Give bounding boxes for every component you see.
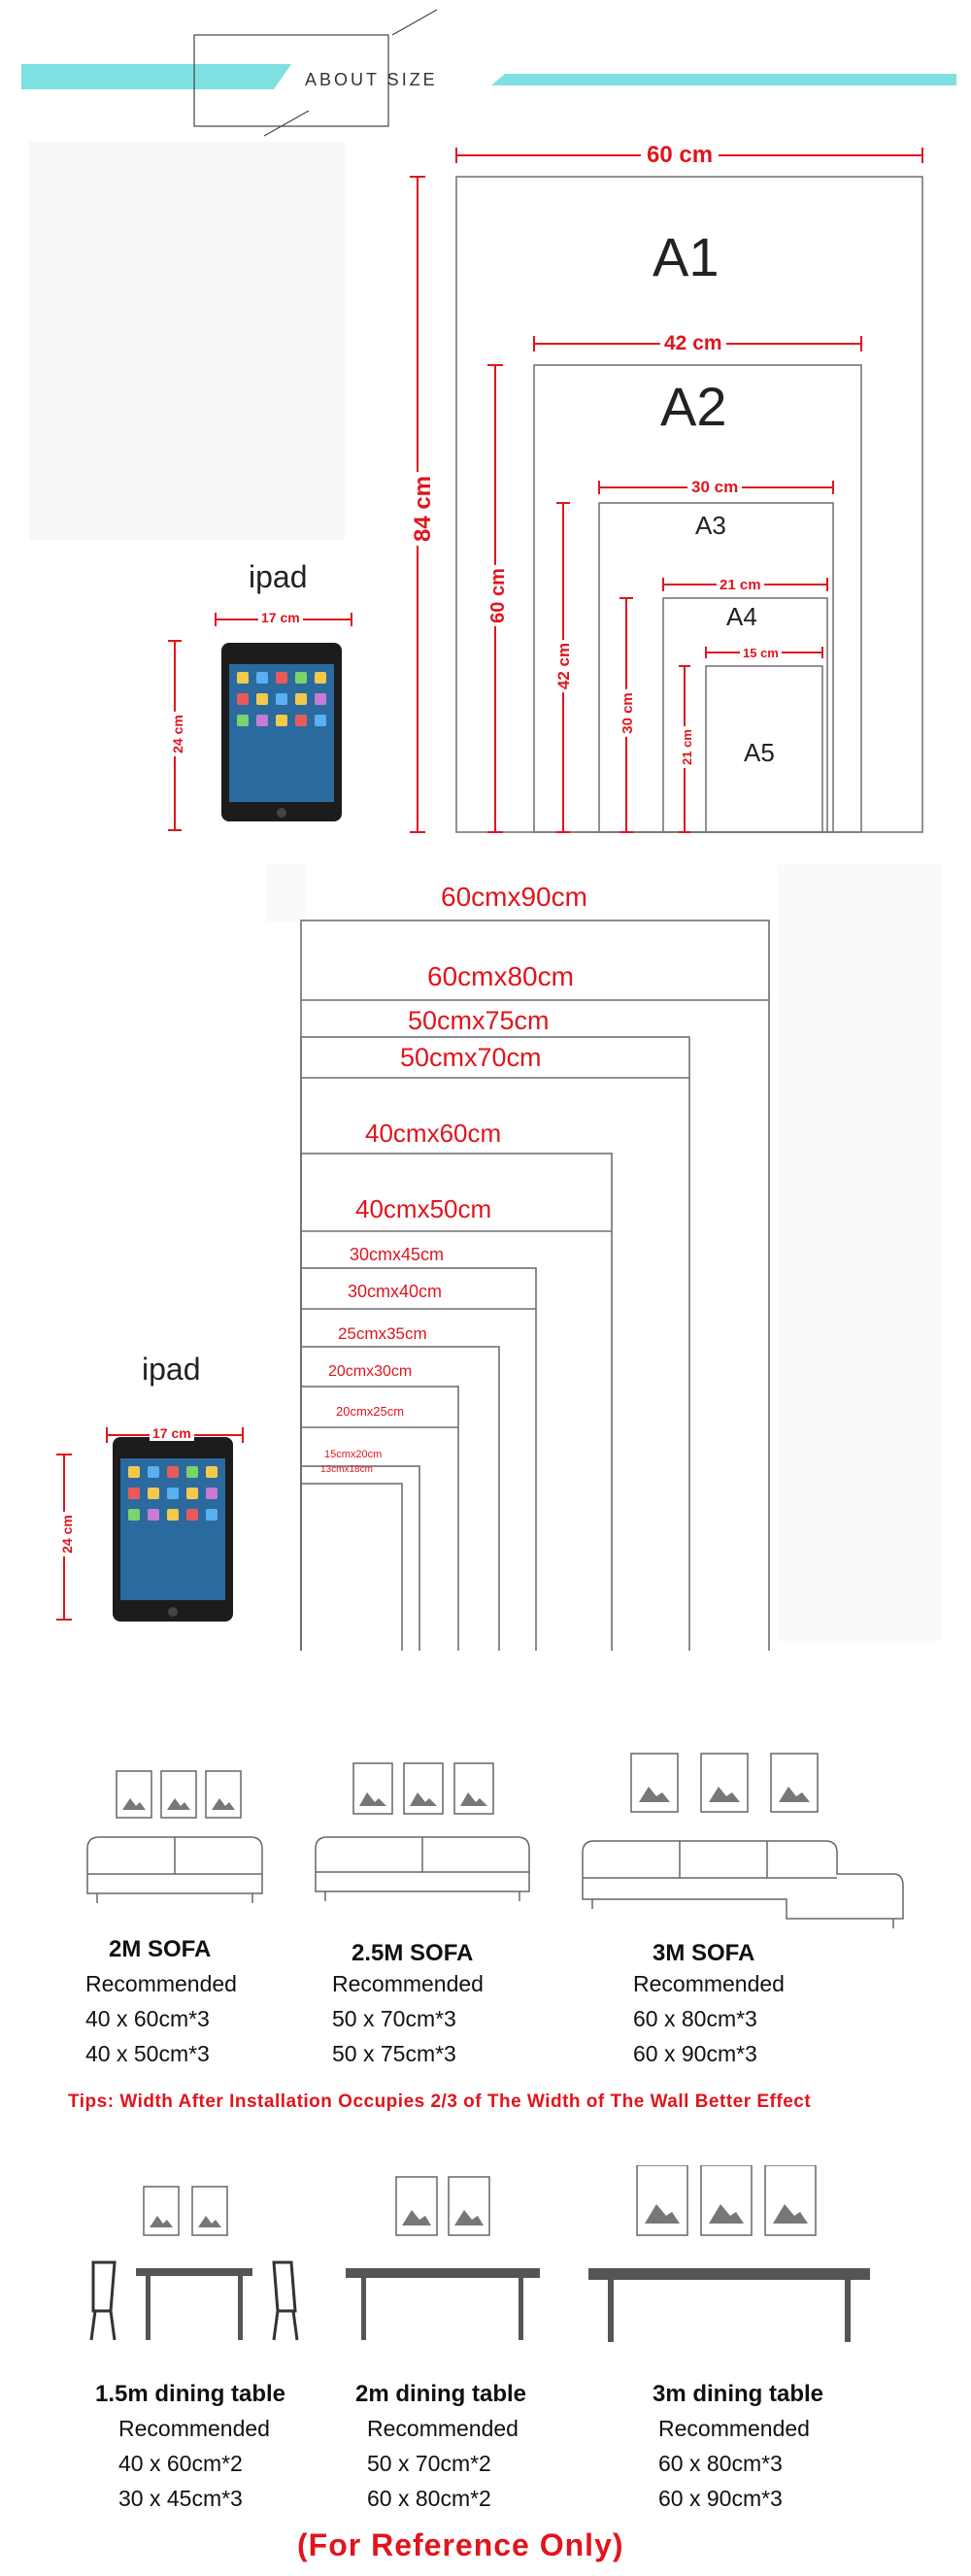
paper-size-chart <box>0 136 971 845</box>
frame-40x60 <box>301 1154 612 1651</box>
sofa-25m-line2: 50 x 75cm*3 <box>332 2041 456 2066</box>
a3-height-label: 42 cm <box>554 640 574 692</box>
a1-height-label: 84 cm <box>410 472 437 546</box>
size-13x18: 13cmx18cm <box>320 1464 373 1475</box>
a5-label: A5 <box>744 738 775 767</box>
table-2m-line1: 50 x 70cm*2 <box>367 2451 491 2476</box>
sofa-3m-rec: Recommended <box>633 1971 785 1996</box>
a1-width-label: 60 cm <box>641 142 719 169</box>
frame-25x35 <box>301 1347 499 1651</box>
ipad-label: ipad <box>249 559 308 594</box>
ipad-width-label-2: 17 cm <box>150 1425 194 1441</box>
dining-section <box>0 2165 971 2511</box>
sofa-3m-line2: 60 x 90cm*3 <box>633 2041 757 2066</box>
size-50x75: 50cmx75cm <box>408 1006 550 1035</box>
table-2m-title: 2m dining table <box>355 2381 527 2407</box>
size-20x30: 20cmx30cm <box>328 1363 413 1380</box>
footer-note: (For Reference Only) <box>297 2527 624 2562</box>
sofa-25m-title: 2.5M SOFA <box>352 1940 474 1966</box>
size-20x25: 20cmx25cm <box>336 1404 405 1419</box>
size-40x60: 40cmx60cm <box>365 1119 502 1148</box>
header-decoration <box>0 0 971 146</box>
sofa-25m-rec: Recommended <box>332 1971 484 1996</box>
size-60x80: 60cmx80cm <box>427 961 574 991</box>
size-50x70: 50cmx70cm <box>400 1043 542 1072</box>
header-title: ABOUT SIZE <box>305 70 438 89</box>
table-3m-rec: Recommended <box>658 2416 810 2441</box>
a2-height-label: 60 cm <box>487 565 510 626</box>
table-3m-title: 3m dining table <box>653 2381 824 2407</box>
table-2m-rec: Recommended <box>367 2416 519 2441</box>
a3-label: A3 <box>695 511 726 540</box>
sofa-2m-line1: 40 x 60cm*3 <box>85 2006 210 2031</box>
a3-width-label: 30 cm <box>687 478 742 497</box>
frame-13x18 <box>301 1484 402 1651</box>
sofa-section <box>0 1748 971 2078</box>
tip-text: Tips: Width After Installation Occupies 2/3 of The Width of The Wall Better Effect <box>68 2091 812 2112</box>
sofa-2m-line2: 40 x 50cm*3 <box>85 2041 210 2066</box>
size-30x40: 30cmx40cm <box>348 1282 443 1301</box>
dining-illustrations <box>0 2165 971 2359</box>
sofa-3m-line1: 60 x 80cm*3 <box>633 2006 757 2031</box>
sofa-illustrations <box>0 1748 971 1942</box>
a5-height-label: 21 cm <box>680 726 694 768</box>
header-banner <box>0 0 971 146</box>
table-15m-line1: 40 x 60cm*2 <box>118 2451 243 2476</box>
frame-20x30 <box>301 1387 458 1651</box>
ipad-label-2: ipad <box>142 1352 201 1387</box>
ipad-height-label: 24 cm <box>170 712 185 756</box>
table-3m-line1: 60 x 80cm*3 <box>658 2451 783 2476</box>
poster-size-chart <box>0 854 971 1651</box>
table-15m-line2: 30 x 45cm*3 <box>118 2486 243 2511</box>
a4-label: A4 <box>726 602 757 631</box>
a4-width-label: 21 cm <box>717 577 764 593</box>
a4-height-label: 30 cm <box>619 689 636 737</box>
size-40x50: 40cmx50cm <box>355 1194 492 1223</box>
sofa-2m-title: 2M SOFA <box>109 1936 212 1962</box>
table-15m-title: 1.5m dining table <box>95 2381 286 2407</box>
table-3m-line2: 60 x 90cm*3 <box>658 2486 783 2511</box>
a1-label: A1 <box>653 226 720 287</box>
sofa-2m-rec: Recommended <box>85 1971 237 1996</box>
sofa-25m-line1: 50 x 70cm*3 <box>332 2006 456 2031</box>
ipad-height-label-2: 24 cm <box>59 1512 75 1556</box>
a5-width-label: 15 cm <box>740 646 782 660</box>
ipad-illustration-2 <box>113 1437 233 1622</box>
size-15x20: 15cmx20cm <box>324 1449 383 1460</box>
table-2m-line2: 60 x 80cm*2 <box>367 2486 491 2511</box>
a2-label: A2 <box>660 376 727 437</box>
size-60x90: 60cmx90cm <box>441 882 587 912</box>
sofa-3m-title: 3M SOFA <box>653 1940 755 1966</box>
paper-size-diagram <box>0 136 971 845</box>
a4-frame <box>663 598 827 832</box>
size-30x45: 30cmx45cm <box>350 1245 445 1264</box>
table-15m-rec: Recommended <box>118 2416 270 2441</box>
size-25x35: 25cmx35cm <box>338 1324 427 1343</box>
ipad-width-label: 17 cm <box>258 610 303 625</box>
a2-width-label: 42 cm <box>660 332 726 355</box>
a3-frame <box>599 503 833 832</box>
ipad-illustration <box>221 643 342 821</box>
